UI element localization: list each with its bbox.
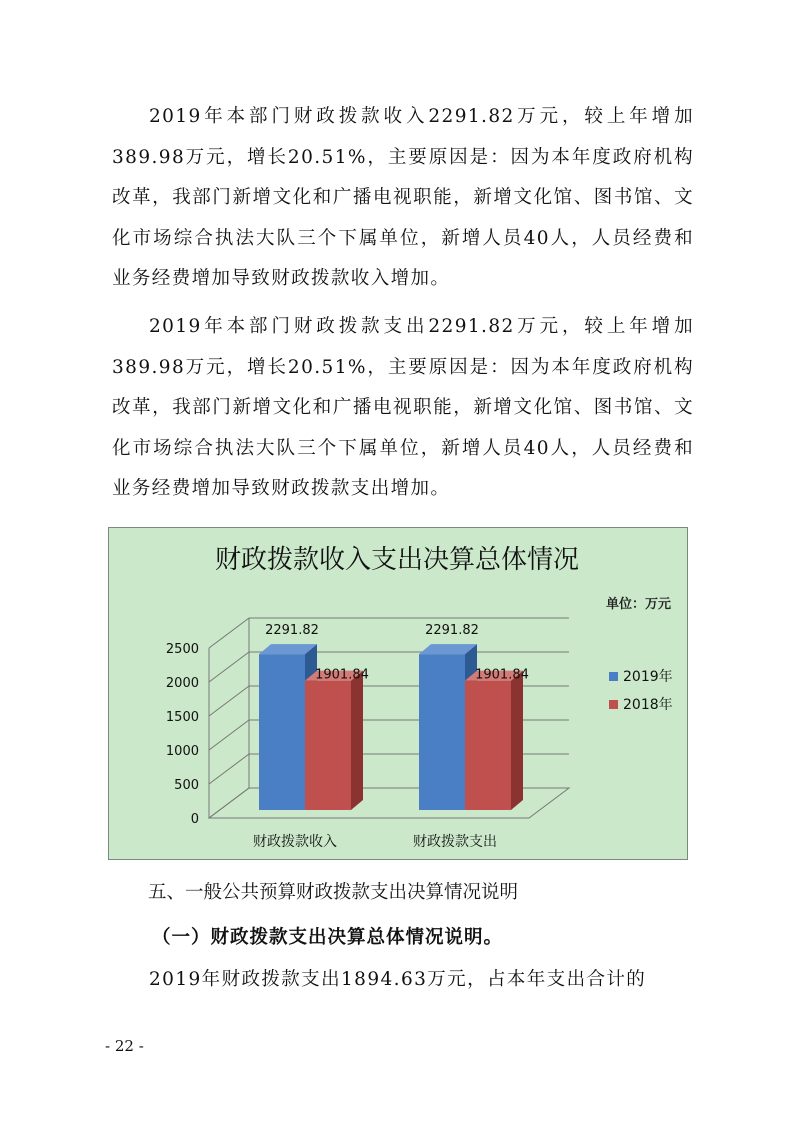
bar	[419, 654, 465, 810]
bar	[305, 681, 351, 810]
bar	[259, 654, 305, 810]
y-tick-label: 2000	[165, 676, 199, 691]
data-label: 2291.82	[265, 623, 319, 639]
data-label: 1901.84	[475, 667, 529, 683]
bar-chart	[109, 528, 686, 858]
data-label: 2291.82	[425, 623, 479, 639]
income-paragraph: 2019年本部门财政拨款收入2291.82万元，较上年增加389.98万元，增长20.51%，主要原因是：因为本年度政府机构改革，我部门新增文化和广播电视职能，新增文化馆、图书馆、文化市场综合执法大队三个下属单位，新增人员40人，人员经费和业务经费增加导致财政拨款收入增加。	[112, 106, 694, 289]
legend-label: 2019年	[623, 669, 673, 685]
y-tick-label: 2500	[165, 642, 199, 657]
y-tick-label: 0	[190, 812, 199, 827]
legend-swatch	[609, 672, 618, 681]
grid-line-diagonal	[209, 720, 249, 750]
grid-line-diagonal	[209, 618, 249, 648]
bar-side	[511, 671, 523, 810]
expenditure-paragraph: 2019年本部门财政拨款支出2291.82万元，较上年增加389.98万元，增长20.51%，主要原因是：因为本年度政府机构改革，我部门新增文化和广播电视职能，新增文化馆、图书馆、文化市场综合执法大队三个下属单位，新增人员40人，人员经费和业务经费增加导致财政拨款支出增加。	[112, 316, 694, 499]
grid-line-diagonal	[209, 686, 249, 716]
bar	[465, 681, 511, 810]
page-number: - 22 -	[105, 1037, 144, 1055]
y-tick-label: 500	[174, 778, 199, 793]
legend-swatch	[609, 700, 618, 709]
x-tick-label: 财政拨款收入	[253, 834, 337, 850]
x-tick-label: 财政拨款支出	[413, 834, 497, 850]
chart-unit-label: 单位：万元	[605, 597, 671, 612]
section-heading: 五、一般公共预算财政拨款支出决算情况说明	[148, 882, 519, 903]
y-tick-label: 1000	[165, 744, 199, 759]
data-label: 1901.84	[315, 667, 369, 683]
chart-panel	[108, 527, 688, 860]
legend-label: 2018年	[623, 697, 673, 713]
y-tick-label: 1500	[165, 710, 199, 725]
subsection-heading: （一）财政拨款支出决算总体情况说明。	[152, 927, 504, 948]
grid-line-diagonal	[209, 754, 249, 784]
chart-title: 财政拨款收入支出决算总体情况	[214, 545, 580, 575]
bar-side	[351, 671, 363, 810]
expenditure-summary-paragraph: 2019年财政拨款支出1894.63万元，占本年支出合计的	[149, 969, 647, 990]
grid-line-diagonal	[209, 652, 249, 682]
